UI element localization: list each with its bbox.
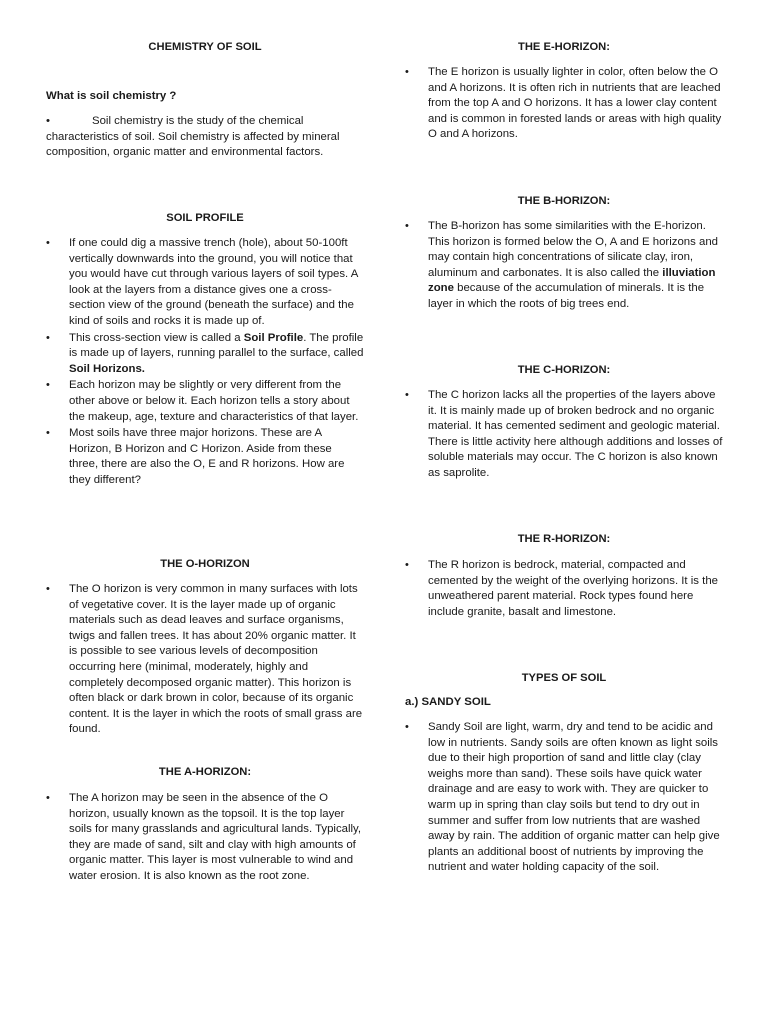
e-horizon-heading: THE E-HORIZON: (518, 41, 610, 53)
r-horizon-section (405, 558, 723, 621)
list-item: • The A horizon may be seen in the absence of the O horizon, usually known as the topsoil. It is the top layer soils for many grasslands and agricultural lands. Typically, they are made of sand, silt and clay with high amounts of organic matter. This layer is most vulnerable to wind and water erosion. It is also known as the root zone. (46, 792, 362, 882)
bullet-icon: • (405, 389, 409, 401)
bullet-icon: • (46, 331, 50, 344)
bullet-icon: • (405, 721, 409, 733)
soil-profile-heading: SOIL PROFILE (166, 212, 244, 224)
list-item: • The C horizon lacks all the properties of the layers above it. It is mainly made up of broken bedrock and no organic material. It has cemented sediment and geologic material. There is little activity here although additions and losses of soluble materials may occur. The C horizon is also known as saprolite. (405, 389, 723, 479)
intro-paragraph (46, 114, 364, 161)
e-horizon-section (405, 65, 723, 144)
list-item: • The O horizon is very common in many surfaces with lots of vegetative cover. It is the layer made up of organic materials such as dead leaves and surface organisms, twigs and fallen trees. It has about 20% organic matter. It is possible to see various levels of decomposition occurring here (minimal, moderately, highly and completely decomposed organic matter). This horizon is often black or dark brown in color, because of its organic content. It is the layer in which the roots of small grass are found. (46, 583, 363, 736)
bullet-icon: • (46, 583, 50, 595)
r-horizon-heading: THE R-HORIZON: (517, 533, 611, 545)
o-horizon-heading: THE O-HORIZON (160, 558, 250, 570)
soil-profile-list (46, 236, 364, 490)
types-of-soil-heading: TYPES OF SOIL (521, 672, 607, 684)
a-horizon-section (46, 791, 364, 886)
a-horizon-heading: THE A-HORIZON: (158, 766, 252, 778)
bullet-icon: • (46, 115, 50, 127)
bullet-icon: • (46, 792, 50, 804)
list-item: • The R horizon is bedrock, material, compacted and cemented by the weight of the overlying horizons. It is the unweathered parent material. Rock types found here include granite, basalt and limestone. (405, 559, 718, 618)
list-item: • Most soils have three major horizons. These are A Horizon, B Horizon and C Horizon. Aside from these three, there are also the O, E and R horizons. How are they different? (46, 427, 345, 486)
bullet-icon: • (405, 66, 409, 78)
bullet-icon: • (46, 237, 50, 249)
list-item: • Each horizon may be slightly or very different from the other above or below it. Each horizon tells a story about the makeup, age, texture and characteristics of that layer. (46, 379, 359, 423)
list-item: • The B-horizon has some similarities with the E-horizon. This horizon is formed below the O, A and E horizons and may contain high concentrations of silicate clay, iron, aluminum and carbonates. It is also called the illuviation zone because of the accumulation of minerals. It is the layer in which the roots of big trees end. (405, 220, 718, 310)
list-item: • This cross-section view is called a Soil Profile. The profile is made up of layers, running parallel to the surface, called Soil Horizons. (46, 331, 364, 375)
bullet-icon: • (46, 379, 50, 392)
list-item: • Sandy Soil are light, warm, dry and tend to be acidic and low in nutrients. Sandy soils are often known as light soils due to their high proportion of sand and little clay (clay weighs more than sand). These soils have quick water drainage and are easy to work with. They are quicker to warm up in spring than clay soils but tend to dry out in summer and suffer from low nutrients that are washed away by rain. The addition of organic matter can help give plants an additional boost of nutrients by improving the nutrient and water holding capacity of the soil. (405, 721, 720, 874)
c-horizon-heading: THE C-HORIZON: (517, 364, 611, 376)
bullet-icon: • (405, 559, 409, 571)
intro-text: Soil chemistry is the study of the chemical characteristics of soil. Soil chemistry is affected by mineral composition, organic matter and environmental factors. (46, 115, 340, 159)
bullet-icon: • (46, 427, 50, 440)
sandy-soil-section (405, 720, 723, 877)
b-horizon-section (405, 219, 723, 314)
sandy-soil-subheading: a.) SANDY SOIL (405, 696, 491, 708)
list-item: • If one could dig a massive trench (hole), about 50-100ft vertically downwards into the ground, you will notice that you would have cut through various layers of soil types. A look at the layers from a distance gives one a cross-section view of the ground (beneath the surface) and the kind of soils and rocks it is made up of. (46, 237, 358, 327)
c-horizon-section (405, 388, 723, 483)
list-item: • The E horizon is usually lighter in color, often below the O and A horizons. It is often rich in nutrients that are leached from the top A and O horizons. It has a lower clay content and is common in forested lands or areas with high quality O and A horizons. (405, 66, 722, 141)
b-horizon-heading: THE B-HORIZON: (517, 195, 611, 207)
bullet-icon: • (405, 220, 409, 232)
question-heading: What is soil chemistry ? (46, 90, 177, 102)
page-title: CHEMISTRY OF SOIL (148, 41, 262, 53)
o-horizon-section (46, 582, 364, 739)
